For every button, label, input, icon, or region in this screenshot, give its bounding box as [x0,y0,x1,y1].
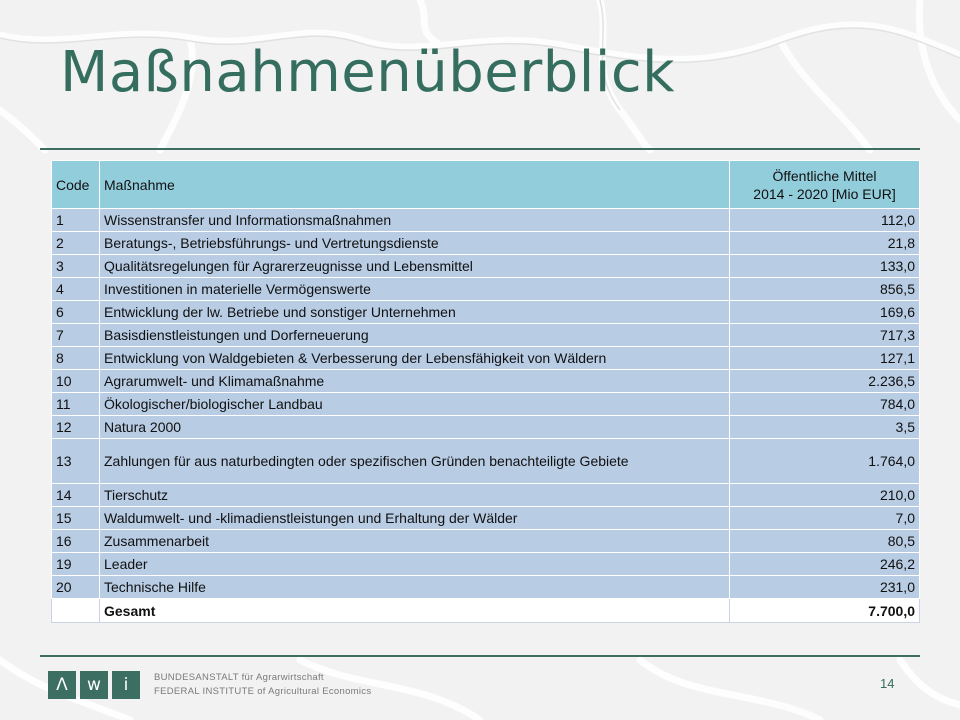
table-row [52,232,920,255]
page-number: 14 [880,676,895,691]
row-value: 21,8 [730,232,920,255]
row-measure: Wissenstransfer und Informationsmaßnahmen [100,209,730,232]
row-measure: Entwicklung von Waldgebieten & Verbesserung der Lebensfähigkeit von Wäldern [100,347,730,370]
row-measure: Zahlungen für aus naturbedingten oder spezifischen Gründen benachteiligte Gebiete [100,439,730,484]
header-code: Code [52,161,100,209]
awi-logo [48,671,371,699]
row-code: 8 [52,347,100,370]
table-row [52,439,920,484]
header-public-funds-line2: 2014 - 2020 [Mio EUR] [753,185,896,202]
table-total-row [52,599,920,623]
table-row [52,301,920,324]
row-measure: Entwicklung der lw. Betriebe und sonstiger Unternehmen [100,301,730,324]
row-value: 133,0 [730,255,920,278]
row-code: 6 [52,301,100,324]
row-code: 20 [52,576,100,599]
row-measure: Agrarumwelt- und Klimamaßnahme [100,370,730,393]
row-value: 80,5 [730,530,920,553]
row-value: 7,0 [730,507,920,530]
institute-name-english: FEDERAL INSTITUTE of Agricultural Economics [154,686,372,697]
table-row [52,255,920,278]
row-measure: Leader [100,553,730,576]
header-measure: Maßnahme [100,161,730,209]
table-row [52,324,920,347]
row-code: 15 [52,507,100,530]
total-label: Gesamt [100,599,730,623]
table-row [52,530,920,553]
row-code: 13 [52,439,100,484]
header-public-funds-line1: Öffentliche Mittel [772,167,877,184]
table-row [52,278,920,301]
table-row [52,416,920,439]
row-code: 4 [52,278,100,301]
measures-table [51,160,920,623]
row-value: 127,1 [730,347,920,370]
table-row [52,507,920,530]
row-value: 2.236,5 [730,370,920,393]
row-code: 7 [52,324,100,347]
row-measure: Ökologischer/biologischer Landbau [100,393,730,416]
page-title: Maßnahmenüberblick [60,40,676,105]
row-code: 3 [52,255,100,278]
row-code: 1 [52,209,100,232]
row-measure: Natura 2000 [100,416,730,439]
row-code: 12 [52,416,100,439]
row-value: 112,0 [730,209,920,232]
table-header-row [52,161,920,209]
row-value: 717,3 [730,324,920,347]
row-measure: Basisdienstleistungen und Dorferneuerung [100,324,730,347]
institute-name-german: BUNDESANSTALT für Agrarwirtschaft [154,672,324,683]
table-row [52,347,920,370]
row-value: 169,6 [730,301,920,324]
row-value: 1.764,0 [730,439,920,484]
row-code: 2 [52,232,100,255]
row-code: 19 [52,553,100,576]
logo-letter-i: i [112,671,140,699]
row-measure: Beratungs-, Betriebsführungs- und Vertretungsdienste [100,232,730,255]
table-row [52,393,920,416]
logo-letter-w: w [80,671,108,699]
row-measure: Qualitätsregelungen für Agrarerzeugnisse und Lebensmittel [100,255,730,278]
institute-name [154,671,371,699]
row-value: 210,0 [730,484,920,507]
total-code [52,599,100,623]
row-measure: Tierschutz [100,484,730,507]
table-row [52,484,920,507]
measures-table-container [51,160,919,623]
header-public-funds [730,161,920,209]
row-measure: Waldumwelt- und -klimadienstleistungen und Erhaltung der Wälder [100,507,730,530]
row-value: 784,0 [730,393,920,416]
row-value: 856,5 [730,278,920,301]
table-row [52,370,920,393]
table-row [52,209,920,232]
row-code: 11 [52,393,100,416]
logo-letter-a: Λ [48,671,76,699]
row-measure: Investitionen in materielle Vermögenswerte [100,278,730,301]
footer-divider [40,655,920,657]
row-measure: Technische Hilfe [100,576,730,599]
row-measure: Zusammenarbeit [100,530,730,553]
row-code: 10 [52,370,100,393]
total-value: 7.700,0 [730,599,920,623]
title-divider [40,148,920,150]
row-code: 16 [52,530,100,553]
row-value: 246,2 [730,553,920,576]
table-row [52,553,920,576]
row-value: 231,0 [730,576,920,599]
row-value: 3,5 [730,416,920,439]
table-row [52,576,920,599]
row-code: 14 [52,484,100,507]
